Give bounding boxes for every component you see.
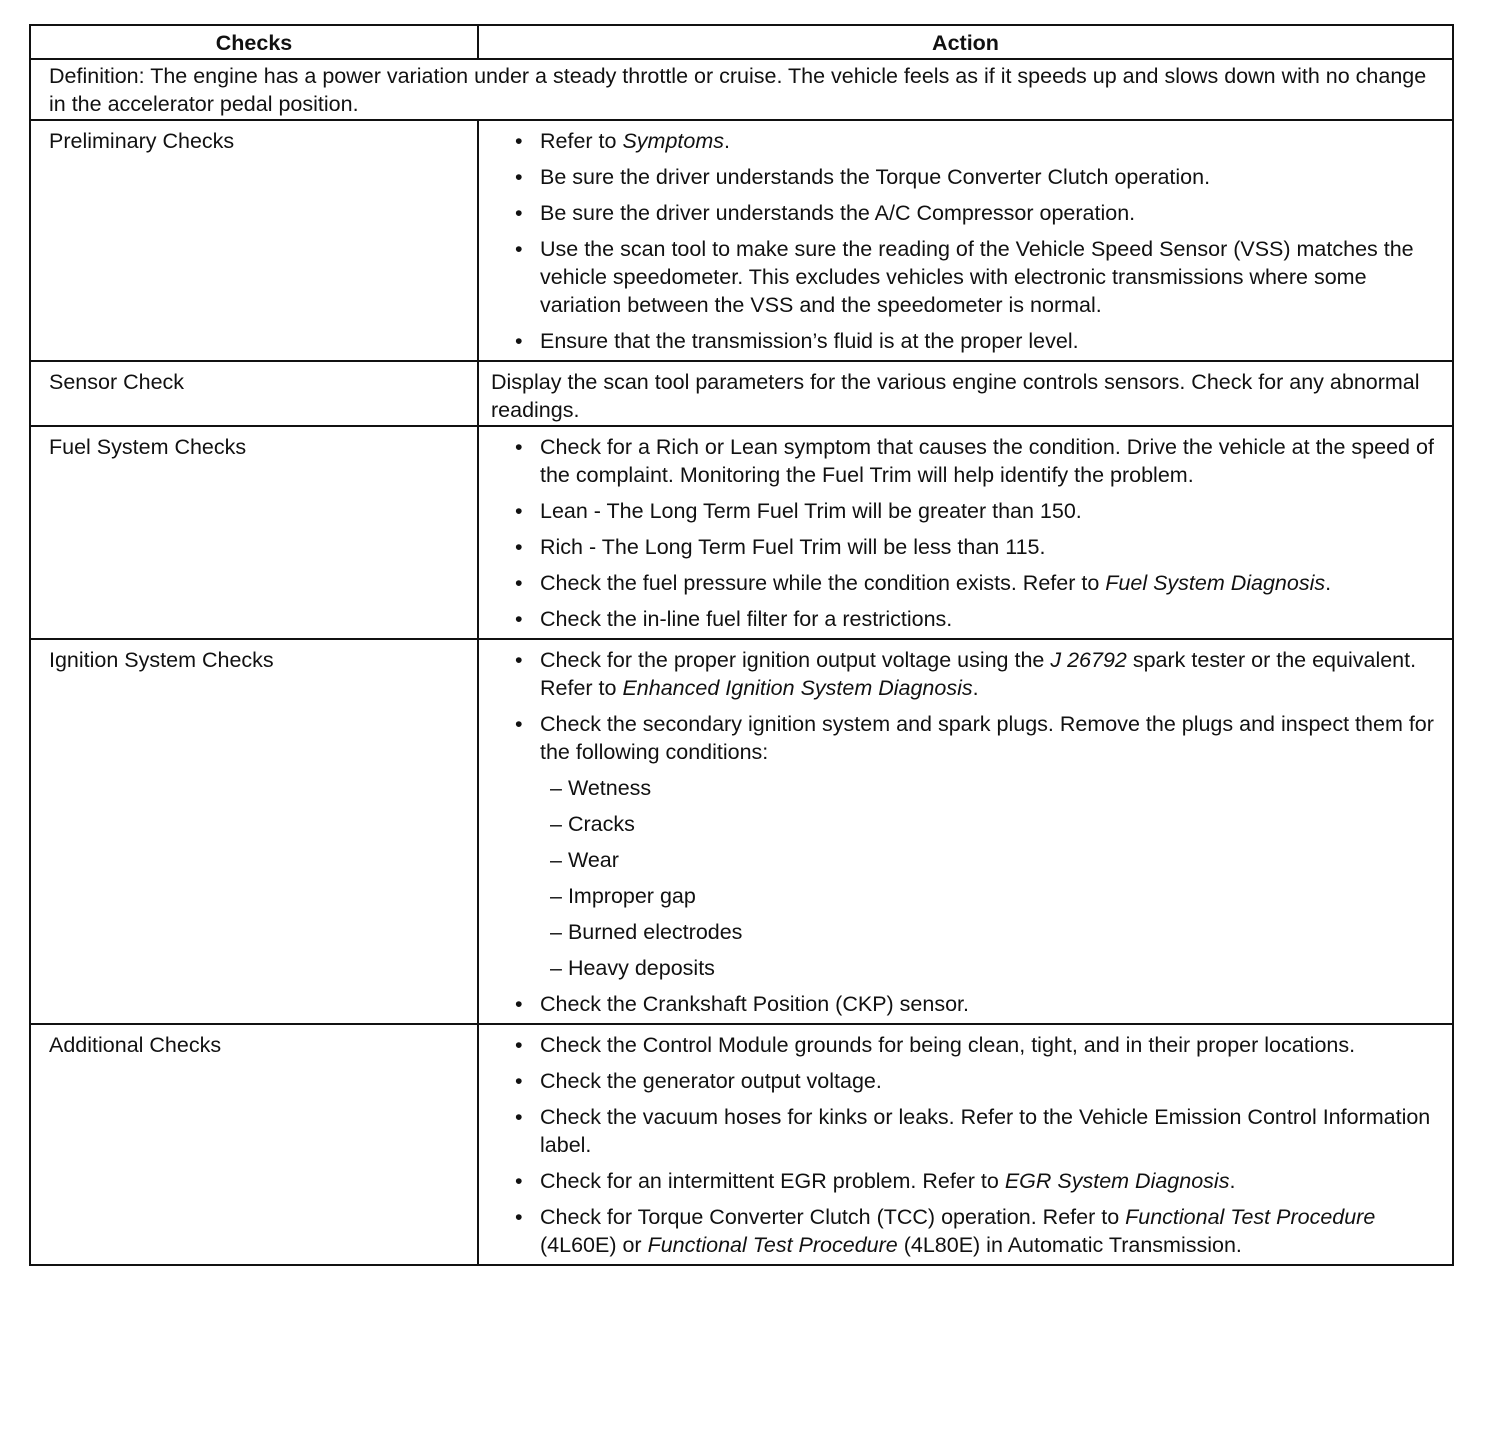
bullet-item (491, 710, 1434, 982)
item-text: (4L80E) in Automatic Transmission. (897, 1233, 1242, 1257)
item-text: Be sure the driver understands the A/C Compressor operation. (540, 201, 1136, 225)
table-row (30, 361, 1453, 426)
sub-list (540, 774, 1434, 982)
check-cell: Sensor Check (30, 361, 478, 426)
bullet-icon: • (515, 1105, 523, 1129)
item-text: . (1229, 1169, 1236, 1193)
table-row (30, 120, 1453, 361)
bullet-icon: • (515, 571, 523, 595)
dash-icon: – (550, 812, 568, 836)
item-text: Check the Crankshaft Position (CKP) sensor. (540, 992, 969, 1016)
sub-item-text: Burned electrodes (567, 920, 743, 944)
bullet-item (491, 1031, 1434, 1059)
sub-item (540, 810, 1434, 838)
item-text: Be sure the driver understands the Torque Converter Clutch operation. (540, 165, 1211, 189)
item-text: . (972, 676, 979, 700)
bullet-icon: • (515, 1169, 523, 1193)
bullet-item (491, 1103, 1434, 1159)
item-text: spark tester or the equivalent. Refer to (540, 648, 1417, 700)
action-cell (478, 426, 1453, 639)
item-text: Refer to (540, 129, 623, 153)
sub-item-text: Wetness (567, 776, 652, 800)
sub-item-text: Heavy deposits (567, 956, 715, 980)
sub-item (540, 954, 1434, 982)
dash-icon: – (550, 884, 568, 908)
header-action: Action (478, 25, 1453, 59)
check-cell: Ignition System Checks (30, 639, 478, 1024)
sub-item (540, 918, 1434, 946)
item-text: Lean - The Long Term Fuel Trim will be greater than 150. (540, 499, 1082, 523)
bullet-icon: • (515, 201, 523, 225)
bullet-icon: • (515, 712, 523, 736)
bullet-icon: • (515, 535, 523, 559)
reference-text: Fuel System Diagnosis (1105, 571, 1326, 595)
bullet-icon: • (515, 237, 523, 261)
item-text: Ensure that the transmission’s fluid is at the proper level. (540, 329, 1079, 353)
reference-text: J 26792 (1050, 648, 1127, 672)
check-cell: Additional Checks (30, 1024, 478, 1265)
action-cell: Display the scan tool parameters for the various engine controls sensors. Check for any abnormal readings. (478, 361, 1453, 426)
bullet-item (491, 127, 1434, 155)
sub-item-text: Cracks (567, 812, 635, 836)
definition-row (30, 59, 1453, 120)
bullet-icon: • (515, 648, 523, 672)
bullet-item (491, 605, 1434, 633)
item-text: (4L60E) or (540, 1233, 648, 1257)
action-cell (478, 639, 1453, 1024)
bullet-icon: • (515, 1205, 523, 1229)
bullet-item (491, 433, 1434, 489)
item-text: Check for an intermittent EGR problem. Refer to (540, 1169, 1005, 1193)
dash-icon: – (550, 848, 568, 872)
item-text: Check the vacuum hoses for kinks or leaks. Refer to the Vehicle Emission Control Information label. (540, 1105, 1431, 1157)
bullet-item (491, 1067, 1434, 1095)
bullet-item (491, 533, 1434, 561)
sub-item (540, 882, 1434, 910)
bullet-list (491, 646, 1434, 1018)
item-text: Check the fuel pressure while the condition exists. Refer to (540, 571, 1106, 595)
action-cell (478, 120, 1453, 361)
sub-item (540, 774, 1434, 802)
item-text: Check for the proper ignition output voltage using the (540, 648, 1051, 672)
bullet-icon: • (515, 329, 523, 353)
bullet-icon: • (515, 992, 523, 1016)
item-text: Check the generator output voltage. (540, 1069, 882, 1093)
check-cell: Preliminary Checks (30, 120, 478, 361)
bullet-icon: • (515, 129, 523, 153)
table-row (30, 426, 1453, 639)
bullet-item (491, 163, 1434, 191)
dash-icon: – (550, 956, 568, 980)
item-text: Check the Control Module grounds for being clean, tight, and in their proper locations. (540, 1033, 1356, 1057)
bullet-item (491, 327, 1434, 355)
bullet-icon: • (515, 607, 523, 631)
bullet-item (491, 199, 1434, 227)
bullet-item (491, 1167, 1434, 1195)
sub-item-text: Improper gap (567, 884, 696, 908)
check-cell: Fuel System Checks (30, 426, 478, 639)
bullet-icon: • (515, 1033, 523, 1057)
item-text: Check the secondary ignition system and spark plugs. Remove the plugs and inspect them for the following conditions: (540, 712, 1434, 764)
reference-text: Enhanced Ignition System Diagnosis (622, 676, 973, 700)
bullet-icon: • (515, 499, 523, 523)
item-text: . (724, 129, 730, 153)
item-text: Use the scan tool to make sure the reading of the Vehicle Speed Sensor (VSS) matches the vehicle speedometer. This excludes vehicles with electronic transmissions where some variation between the VSS and the speedometer is normal. (540, 237, 1414, 317)
bullet-item (491, 646, 1434, 702)
bullet-icon: • (515, 435, 523, 459)
table-row (30, 639, 1453, 1024)
dash-icon: – (550, 776, 568, 800)
header-checks: Checks (30, 25, 478, 59)
table-row (30, 1024, 1453, 1265)
item-text: Check for Torque Converter Clutch (TCC) operation. Refer to (540, 1205, 1126, 1229)
item-text: Rich - The Long Term Fuel Trim will be less than 115. (540, 535, 1046, 559)
reference-text: Functional Test Procedure (1125, 1205, 1376, 1229)
header-row (30, 25, 1453, 59)
sub-item-text: Wear (567, 848, 619, 872)
bullet-list (491, 433, 1434, 633)
diagnostic-table (29, 24, 1454, 1266)
item-text: Check for a Rich or Lean symptom that causes the condition. Drive the vehicle at the speed of the complaint. Monitoring the Fuel Trim will help identify the problem. (540, 435, 1434, 487)
bullet-icon: • (515, 165, 523, 189)
reference-text: EGR System Diagnosis (1004, 1169, 1230, 1193)
bullet-item (491, 1203, 1434, 1259)
item-text: Check the in-line fuel filter for a restrictions. (540, 607, 953, 631)
bullet-icon: • (515, 1069, 523, 1093)
bullet-item (491, 497, 1434, 525)
reference-text: Functional Test Procedure (647, 1233, 898, 1257)
action-cell (478, 1024, 1453, 1265)
reference-text: Symptoms (622, 129, 725, 153)
item-text: . (1325, 571, 1332, 595)
bullet-list (491, 127, 1434, 355)
dash-icon: – (550, 920, 568, 944)
bullet-item (491, 569, 1434, 597)
bullet-item (491, 235, 1434, 319)
bullet-list (491, 1031, 1434, 1259)
bullet-item (491, 990, 1434, 1018)
sub-item (540, 846, 1434, 874)
definition-text: Definition: The engine has a power variation under a steady throttle or cruise. The vehicle feels as if it speeds up and slows down with no change in the accelerator pedal position. (30, 59, 1453, 120)
